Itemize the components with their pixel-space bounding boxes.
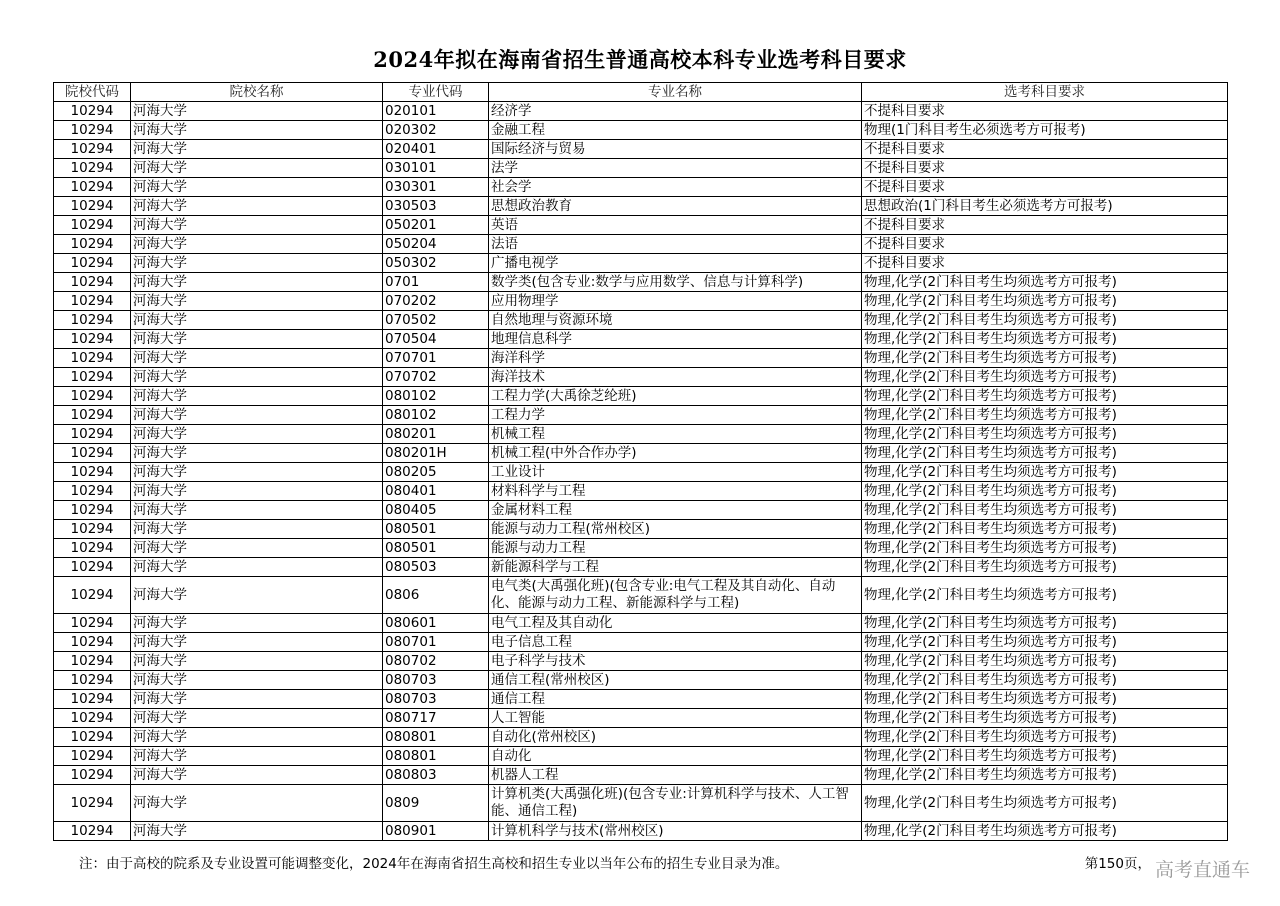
major-code-cell: 080201H <box>383 444 489 463</box>
major-name-cell: 电子信息工程 <box>489 633 862 652</box>
major-code-cell: 080601 <box>383 614 489 633</box>
school-name-cell: 河海大学 <box>131 387 383 406</box>
major-code-cell: 080803 <box>383 766 489 785</box>
requirement-cell: 物理,化学(2门科目考生均须选考方可报考) <box>862 520 1228 539</box>
requirement-cell: 物理,化学(2门科目考生均须选考方可报考) <box>862 425 1228 444</box>
school-name-cell: 河海大学 <box>131 766 383 785</box>
school-name-cell: 河海大学 <box>131 444 383 463</box>
school-name-cell: 河海大学 <box>131 216 383 235</box>
major-name-cell: 广播电视学 <box>489 254 862 273</box>
requirement-cell: 物理,化学(2门科目考生均须选考方可报考) <box>862 747 1228 766</box>
table-row <box>54 785 1228 822</box>
header-major-code: 专业代码 <box>383 83 489 102</box>
table-row <box>54 292 1228 311</box>
school-name-cell: 河海大学 <box>131 822 383 841</box>
requirement-cell: 物理,化学(2门科目考生均须选考方可报考) <box>862 539 1228 558</box>
major-name-cell: 新能源科学与工程 <box>489 558 862 577</box>
requirement-cell: 物理,化学(2门科目考生均须选考方可报考) <box>862 822 1228 841</box>
school-name-cell: 河海大学 <box>131 425 383 444</box>
school-code-cell: 10294 <box>54 178 131 197</box>
major-code-cell: 080503 <box>383 558 489 577</box>
school-code-cell: 10294 <box>54 539 131 558</box>
table-body <box>54 102 1228 841</box>
table-row <box>54 444 1228 463</box>
requirement-cell: 物理,化学(2门科目考生均须选考方可报考) <box>862 558 1228 577</box>
major-name-cell: 机器人工程 <box>489 766 862 785</box>
major-name-cell: 海洋科学 <box>489 349 862 368</box>
school-name-cell: 河海大学 <box>131 349 383 368</box>
school-code-cell: 10294 <box>54 425 131 444</box>
school-code-cell: 10294 <box>54 349 131 368</box>
table-row <box>54 349 1228 368</box>
table-row <box>54 463 1228 482</box>
major-code-cell: 080701 <box>383 633 489 652</box>
requirement-cell: 物理,化学(2门科目考生均须选考方可报考) <box>862 652 1228 671</box>
school-code-cell: 10294 <box>54 292 131 311</box>
table-row <box>54 406 1228 425</box>
requirement-cell: 物理,化学(2门科目考生均须选考方可报考) <box>862 444 1228 463</box>
school-name-cell: 河海大学 <box>131 785 383 822</box>
major-name-cell: 机械工程(中外合作办学) <box>489 444 862 463</box>
school-code-cell: 10294 <box>54 690 131 709</box>
requirement-cell: 物理,化学(2门科目考生均须选考方可报考) <box>862 671 1228 690</box>
school-code-cell: 10294 <box>54 235 131 254</box>
school-code-cell: 10294 <box>54 785 131 822</box>
major-code-cell: 020101 <box>383 102 489 121</box>
major-name-cell: 通信工程 <box>489 690 862 709</box>
school-name-cell: 河海大学 <box>131 254 383 273</box>
school-name-cell: 河海大学 <box>131 121 383 140</box>
requirements-table <box>53 82 1228 841</box>
major-name-cell: 计算机科学与技术(常州校区) <box>489 822 862 841</box>
table-row <box>54 558 1228 577</box>
school-name-cell: 河海大学 <box>131 368 383 387</box>
school-name-cell: 河海大学 <box>131 330 383 349</box>
major-code-cell: 080702 <box>383 652 489 671</box>
requirement-cell: 物理,化学(2门科目考生均须选考方可报考) <box>862 577 1228 614</box>
school-name-cell: 河海大学 <box>131 614 383 633</box>
school-name-cell: 河海大学 <box>131 539 383 558</box>
major-name-cell: 应用物理学 <box>489 292 862 311</box>
major-code-cell: 080703 <box>383 671 489 690</box>
requirement-cell: 物理,化学(2门科目考生均须选考方可报考) <box>862 482 1228 501</box>
school-name-cell: 河海大学 <box>131 159 383 178</box>
school-name-cell: 河海大学 <box>131 709 383 728</box>
school-code-cell: 10294 <box>54 216 131 235</box>
major-name-cell: 能源与动力工程(常州校区) <box>489 520 862 539</box>
major-name-cell: 工业设计 <box>489 463 862 482</box>
requirement-cell: 不提科目要求 <box>862 178 1228 197</box>
requirement-cell: 不提科目要求 <box>862 102 1228 121</box>
major-code-cell: 070702 <box>383 368 489 387</box>
school-name-cell: 河海大学 <box>131 482 383 501</box>
table-row <box>54 766 1228 785</box>
requirement-cell: 不提科目要求 <box>862 140 1228 159</box>
major-code-cell: 080102 <box>383 406 489 425</box>
school-name-cell: 河海大学 <box>131 501 383 520</box>
school-name-cell: 河海大学 <box>131 311 383 330</box>
requirement-cell: 物理,化学(2门科目考生均须选考方可报考) <box>862 349 1228 368</box>
school-name-cell: 河海大学 <box>131 747 383 766</box>
school-code-cell: 10294 <box>54 671 131 690</box>
requirement-cell: 不提科目要求 <box>862 159 1228 178</box>
major-code-cell: 080901 <box>383 822 489 841</box>
table-row <box>54 102 1228 121</box>
school-name-cell: 河海大学 <box>131 463 383 482</box>
school-code-cell: 10294 <box>54 406 131 425</box>
school-code-cell: 10294 <box>54 121 131 140</box>
requirement-cell: 物理(1门科目考生必须选考方可报考) <box>862 121 1228 140</box>
major-name-cell: 电气工程及其自动化 <box>489 614 862 633</box>
school-code-cell: 10294 <box>54 614 131 633</box>
school-name-cell: 河海大学 <box>131 652 383 671</box>
school-code-cell: 10294 <box>54 520 131 539</box>
table-row <box>54 216 1228 235</box>
major-name-cell: 电气类(大禹强化班)(包含专业:电气工程及其自动化、自动化、能源与动力工程、新能源科学与工程) <box>489 577 862 614</box>
major-name-cell: 金融工程 <box>489 121 862 140</box>
table-row <box>54 273 1228 292</box>
table-row <box>54 197 1228 216</box>
table-row <box>54 178 1228 197</box>
school-code-cell: 10294 <box>54 140 131 159</box>
major-name-cell: 能源与动力工程 <box>489 539 862 558</box>
table-row <box>54 539 1228 558</box>
major-code-cell: 050302 <box>383 254 489 273</box>
school-name-cell: 河海大学 <box>131 728 383 747</box>
page-title: 2024年拟在海南省招生普通高校本科专业选考科目要求 <box>373 47 907 72</box>
school-code-cell: 10294 <box>54 633 131 652</box>
major-name-cell: 金属材料工程 <box>489 501 862 520</box>
major-name-cell: 海洋技术 <box>489 368 862 387</box>
table-row <box>54 747 1228 766</box>
table-row <box>54 482 1228 501</box>
table-row <box>54 822 1228 841</box>
table-row <box>54 633 1228 652</box>
major-code-cell: 070701 <box>383 349 489 368</box>
major-name-cell: 机械工程 <box>489 425 862 444</box>
table-row <box>54 671 1228 690</box>
major-code-cell: 080405 <box>383 501 489 520</box>
requirement-cell: 物理,化学(2门科目考生均须选考方可报考) <box>862 463 1228 482</box>
school-code-cell: 10294 <box>54 330 131 349</box>
table-row <box>54 577 1228 614</box>
requirement-cell: 物理,化学(2门科目考生均须选考方可报考) <box>862 330 1228 349</box>
requirement-cell: 物理,化学(2门科目考生均须选考方可报考) <box>862 633 1228 652</box>
header-major-name: 专业名称 <box>489 83 862 102</box>
major-code-cell: 080801 <box>383 747 489 766</box>
school-name-cell: 河海大学 <box>131 558 383 577</box>
major-name-cell: 工程力学(大禹徐芝纶班) <box>489 387 862 406</box>
requirement-cell: 物理,化学(2门科目考生均须选考方可报考) <box>862 387 1228 406</box>
school-name-cell: 河海大学 <box>131 235 383 254</box>
requirement-cell: 物理,化学(2门科目考生均须选考方可报考) <box>862 406 1228 425</box>
major-name-cell: 自动化 <box>489 747 862 766</box>
school-code-cell: 10294 <box>54 463 131 482</box>
school-name-cell: 河海大学 <box>131 178 383 197</box>
major-code-cell: 080501 <box>383 520 489 539</box>
major-code-cell: 050201 <box>383 216 489 235</box>
school-name-cell: 河海大学 <box>131 197 383 216</box>
table-row <box>54 140 1228 159</box>
table-row <box>54 311 1228 330</box>
major-code-cell: 080205 <box>383 463 489 482</box>
requirement-cell: 物理,化学(2门科目考生均须选考方可报考) <box>862 709 1228 728</box>
school-name-cell: 河海大学 <box>131 671 383 690</box>
requirement-cell: 物理,化学(2门科目考生均须选考方可报考) <box>862 501 1228 520</box>
school-code-cell: 10294 <box>54 254 131 273</box>
school-code-cell: 10294 <box>54 747 131 766</box>
table-row <box>54 235 1228 254</box>
requirement-cell: 不提科目要求 <box>862 254 1228 273</box>
table-row <box>54 159 1228 178</box>
major-code-cell: 080102 <box>383 387 489 406</box>
requirement-cell: 物理,化学(2门科目考生均须选考方可报考) <box>862 368 1228 387</box>
major-code-cell: 030503 <box>383 197 489 216</box>
major-name-cell: 材料科学与工程 <box>489 482 862 501</box>
requirement-cell: 不提科目要求 <box>862 216 1228 235</box>
requirement-cell: 物理,化学(2门科目考生均须选考方可报考) <box>862 728 1228 747</box>
table-row <box>54 652 1228 671</box>
school-code-cell: 10294 <box>54 501 131 520</box>
page-number: 第150页， <box>1084 856 1151 872</box>
requirement-cell: 物理,化学(2门科目考生均须选考方可报考) <box>862 766 1228 785</box>
school-code-cell: 10294 <box>54 482 131 501</box>
major-name-cell: 英语 <box>489 216 862 235</box>
major-code-cell: 070502 <box>383 311 489 330</box>
table-header-row <box>54 83 1228 102</box>
table-row <box>54 728 1228 747</box>
table-row <box>54 387 1228 406</box>
table-row <box>54 614 1228 633</box>
school-code-cell: 10294 <box>54 102 131 121</box>
school-code-cell: 10294 <box>54 822 131 841</box>
table-row <box>54 330 1228 349</box>
school-name-cell: 河海大学 <box>131 577 383 614</box>
major-name-cell: 计算机类(大禹强化班)(包含专业:计算机科学与技术、人工智能、通信工程) <box>489 785 862 822</box>
school-name-cell: 河海大学 <box>131 292 383 311</box>
school-name-cell: 河海大学 <box>131 406 383 425</box>
requirement-cell: 物理,化学(2门科目考生均须选考方可报考) <box>862 614 1228 633</box>
school-code-cell: 10294 <box>54 311 131 330</box>
footer-note: 注：由于高校的院系及专业设置可能调整变化，2024年在海南省招生高校和招生专业以当年公布的招生专业目录为准。 <box>79 856 789 872</box>
major-code-cell: 0701 <box>383 273 489 292</box>
major-code-cell: 080801 <box>383 728 489 747</box>
major-name-cell: 法学 <box>489 159 862 178</box>
school-code-cell: 10294 <box>54 444 131 463</box>
major-name-cell: 法语 <box>489 235 862 254</box>
school-code-cell: 10294 <box>54 558 131 577</box>
major-code-cell: 050204 <box>383 235 489 254</box>
major-code-cell: 080703 <box>383 690 489 709</box>
school-code-cell: 10294 <box>54 577 131 614</box>
major-code-cell: 0809 <box>383 785 489 822</box>
school-code-cell: 10294 <box>54 159 131 178</box>
major-name-cell: 思想政治教育 <box>489 197 862 216</box>
requirement-cell: 物理,化学(2门科目考生均须选考方可报考) <box>862 311 1228 330</box>
major-name-cell: 通信工程(常州校区) <box>489 671 862 690</box>
major-name-cell: 社会学 <box>489 178 862 197</box>
table-row <box>54 501 1228 520</box>
requirement-cell: 物理,化学(2门科目考生均须选考方可报考) <box>862 690 1228 709</box>
header-school-code: 院校代码 <box>54 83 131 102</box>
major-name-cell: 经济学 <box>489 102 862 121</box>
major-code-cell: 070504 <box>383 330 489 349</box>
major-name-cell: 国际经济与贸易 <box>489 140 862 159</box>
requirement-cell: 思想政治(1门科目考生必须选考方可报考) <box>862 197 1228 216</box>
major-name-cell: 自动化(常州校区) <box>489 728 862 747</box>
major-code-cell: 030301 <box>383 178 489 197</box>
major-code-cell: 080201 <box>383 425 489 444</box>
major-code-cell: 070202 <box>383 292 489 311</box>
table-row <box>54 425 1228 444</box>
major-name-cell: 人工智能 <box>489 709 862 728</box>
requirement-cell: 物理,化学(2门科目考生均须选考方可报考) <box>862 273 1228 292</box>
school-name-cell: 河海大学 <box>131 102 383 121</box>
school-code-cell: 10294 <box>54 766 131 785</box>
major-name-cell: 工程力学 <box>489 406 862 425</box>
major-name-cell: 自然地理与资源环境 <box>489 311 862 330</box>
requirement-cell: 物理,化学(2门科目考生均须选考方可报考) <box>862 292 1228 311</box>
table-row <box>54 520 1228 539</box>
school-code-cell: 10294 <box>54 652 131 671</box>
school-code-cell: 10294 <box>54 387 131 406</box>
watermark: 高考直通车 <box>1154 859 1250 881</box>
major-code-cell: 020302 <box>383 121 489 140</box>
table-row <box>54 368 1228 387</box>
major-code-cell: 080717 <box>383 709 489 728</box>
school-name-cell: 河海大学 <box>131 520 383 539</box>
table-row <box>54 121 1228 140</box>
school-code-cell: 10294 <box>54 273 131 292</box>
major-name-cell: 数学类(包含专业:数学与应用数学、信息与计算科学) <box>489 273 862 292</box>
requirement-cell: 不提科目要求 <box>862 235 1228 254</box>
major-code-cell: 080501 <box>383 539 489 558</box>
header-subject-requirement: 选考科目要求 <box>862 83 1228 102</box>
major-code-cell: 080401 <box>383 482 489 501</box>
major-code-cell: 020401 <box>383 140 489 159</box>
school-name-cell: 河海大学 <box>131 140 383 159</box>
major-code-cell: 0806 <box>383 577 489 614</box>
table-row <box>54 709 1228 728</box>
header-school-name: 院校名称 <box>131 83 383 102</box>
table-row <box>54 254 1228 273</box>
table-row <box>54 690 1228 709</box>
major-name-cell: 电子科学与技术 <box>489 652 862 671</box>
major-name-cell: 地理信息科学 <box>489 330 862 349</box>
school-name-cell: 河海大学 <box>131 273 383 292</box>
school-name-cell: 河海大学 <box>131 690 383 709</box>
major-code-cell: 030101 <box>383 159 489 178</box>
school-code-cell: 10294 <box>54 197 131 216</box>
school-code-cell: 10294 <box>54 709 131 728</box>
school-name-cell: 河海大学 <box>131 633 383 652</box>
requirement-cell: 物理,化学(2门科目考生均须选考方可报考) <box>862 785 1228 822</box>
school-code-cell: 10294 <box>54 728 131 747</box>
school-code-cell: 10294 <box>54 368 131 387</box>
